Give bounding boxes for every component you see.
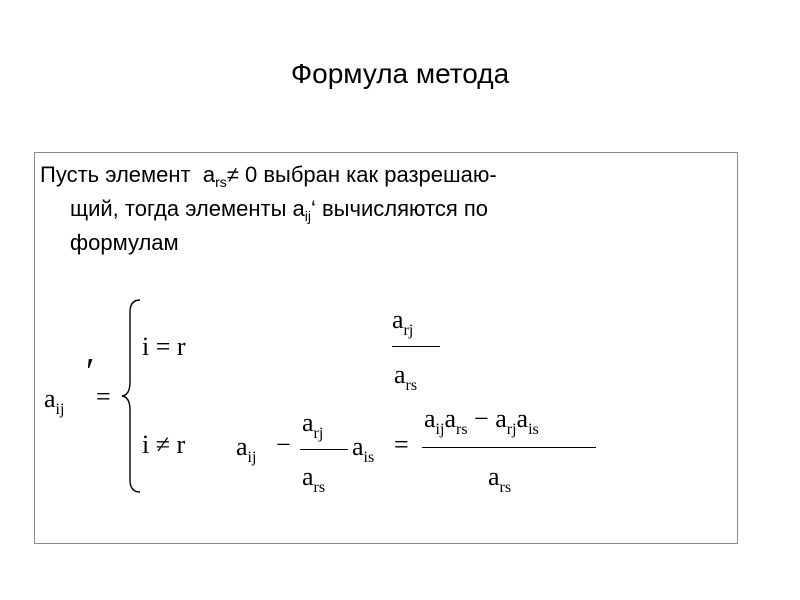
lhs-aij: $a_{ij}$ [44,384,65,418]
text-line-2 [40,192,730,226]
case2-big-denominator: $a_{rs}$ [488,462,512,496]
text-fragment: выбран как разрешаю- [263,162,497,187]
case2-big-numerator: $a_{ij}a_{rs} - a_{rj}a_{is}$ [424,404,539,438]
case2-big-fraction-bar [422,447,596,448]
case1-denominator: $a_{rs}$ [394,360,418,394]
slide-title: Формула метода [290,58,510,89]
text-fragment: щий, тогда элементы a [70,196,305,221]
text-fragment: Пусть элемент [40,162,191,187]
rs-subscript: rs [215,174,227,190]
case2-condition: i ≠ r [142,430,186,459]
case1-fraction-bar [392,346,440,347]
text-fragment: ‘ вычисляются по [310,196,489,221]
ij-subscript: ij [304,208,311,224]
case1-numerator: $a_{rj}$ [392,305,414,339]
case2-inner-numerator: $a_{rj}$ [302,408,324,442]
case1-condition: i = r [142,332,186,361]
text-line-1 [40,158,730,192]
neq-zero: ≠ 0 [226,162,258,187]
case2-minus: − [276,430,291,459]
case2-inner-fraction-bar [300,449,348,450]
a-symbol: a [202,162,216,187]
description-text [40,158,730,260]
case2-equals: = [394,430,409,459]
case2-ais: $a_{is}$ [352,432,375,466]
case2-aij: $a_{ij}$ [236,432,257,466]
prime-mark: ′ [86,351,95,393]
text-fragment: формулам [70,230,179,255]
equals-sign: = [96,382,111,411]
text-line-3 [40,226,730,260]
curly-brace-icon [118,298,144,494]
case2-inner-denominator: $a_{rs}$ [302,462,326,496]
